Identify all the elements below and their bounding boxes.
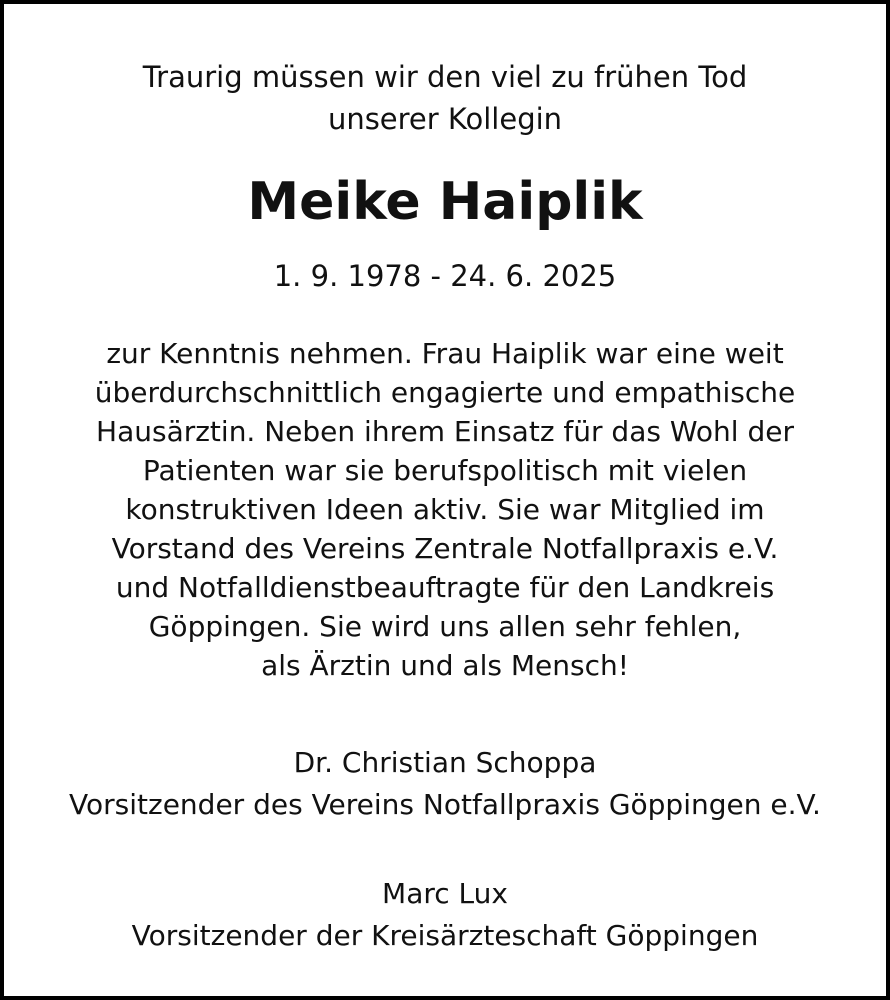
life-dates: 1. 9. 1978 - 24. 6. 2025 [273,259,617,293]
tribute-line: zur Kenntnis nehmen. Frau Haiplik war eine weit [106,337,784,370]
signatory-role: Vorsitzender des Vereins Notfallpraxis Göppingen e.V. [69,788,821,821]
signatory-name: Marc Lux [382,877,508,910]
tribute-line: Patienten war sie berufspolitisch mit vielen [142,454,748,487]
tribute-text [4,334,886,685]
tribute-line: Vorstand des Vereins Zentrale Notfallpraxis e.V. [111,532,779,565]
deceased-name: Meike Haiplik [247,172,643,232]
tribute-line: konstruktiven Ideen aktiv. Sie war Mitglied im [125,493,765,526]
signatory-role: Vorsitzender der Kreisärzteschaft Göppingen [131,919,759,952]
signatory-name: Dr. Christian Schoppa [293,746,597,779]
signatory [4,742,886,826]
intro-line: Traurig müssen wir den viel zu frühen Tod [142,60,748,94]
tribute-line: und Notfalldienstbeauftragte für den Landkreis [115,571,775,604]
intro-text [4,56,886,140]
tribute-line: überdurchschnittlich engagierte und empathische [94,376,796,409]
intro-line: unserer Kollegin [327,102,563,136]
signatory [4,873,886,957]
tribute-line: Hausärztin. Neben ihrem Einsatz für das Wohl der [96,415,794,448]
tribute-line: als Ärztin und als Mensch! [261,649,629,682]
tribute-line: Göppingen. Sie wird uns allen sehr fehlen, [148,610,742,643]
